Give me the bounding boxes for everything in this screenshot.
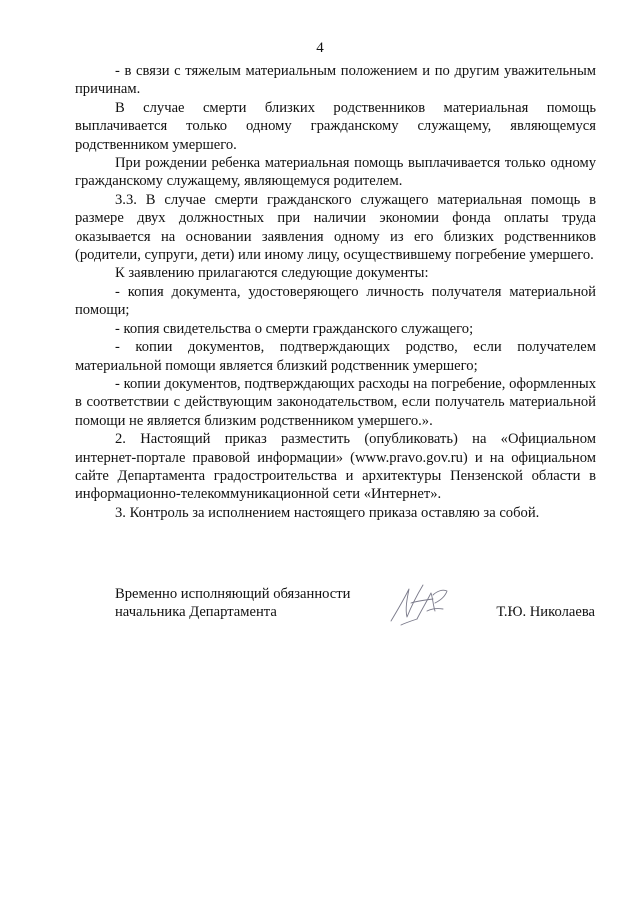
paragraph-control-clause: 3. Контроль за исполнением настоящего приказа оставляю за собой. <box>115 504 540 521</box>
list-item-death-certificate: - копия свидетельства о смерти гражданского служащего; <box>115 320 474 337</box>
list-item-funeral-expenses: - копии документов, подтверждающих расходы на погребение, оформленных в соответствии с действующим законодательством, если получатель материальной помощи не является близким родственником умершего.». <box>75 375 596 429</box>
paragraph-documents-intro: К заявлению прилагаются следующие документы: <box>115 265 429 282</box>
document-body <box>75 62 596 522</box>
list-item-identity-copy: - копия документа, удостоверяющего личность получателя материальной помощи; <box>75 283 596 319</box>
page-number: 4 <box>316 40 324 56</box>
signatory-title-line-2: начальника Департамента <box>115 604 277 621</box>
list-item-kinship-documents: - копии документов, подтверждающих родство, если получателем материальной помощи является близкий родственник умершего; <box>75 339 596 374</box>
paragraph-publication-order: 2. Настоящий приказ разместить (опубликовать) на «Официальном интернет-портале правовой информации» (www.pravo.gov.ru) и на официальном сайте Департамента градостроительства и архитектуры Пензенской области в информационно-телекоммуникационной сети «Интернет». <box>75 431 596 503</box>
signatory-name: Т.Ю. Николаева <box>496 604 595 620</box>
paragraph-clause-3-3: 3.3. В случае смерти гражданского служащего материальная помощь в размере двух должностных при наличии экономии фонда оплаты труда оказывается на основании заявления одному из его близких родственников (родители, супруги, дети) или иному лицу, осуществившему погребение умершего. <box>75 191 596 264</box>
handwritten-signature <box>387 581 457 627</box>
paragraph-relative-death: В случае смерти близких родственников материальная помощь выплачивается только одному гражданскому служащему, являющемуся родственником умершего. <box>75 99 596 153</box>
paragraph-hardship-reason: - в связи с тяжелым материальным положением и по другим уважительным причинам. <box>75 63 596 98</box>
signatory-title <box>115 585 375 622</box>
signatory-title-line-1: Временно исполняющий обязанности <box>115 586 351 602</box>
paragraph-child-birth: При рождении ребенка материальная помощь выплачивается только одному гражданскому служащему, являющемуся родителем. <box>75 155 596 190</box>
signature-block <box>115 585 595 635</box>
